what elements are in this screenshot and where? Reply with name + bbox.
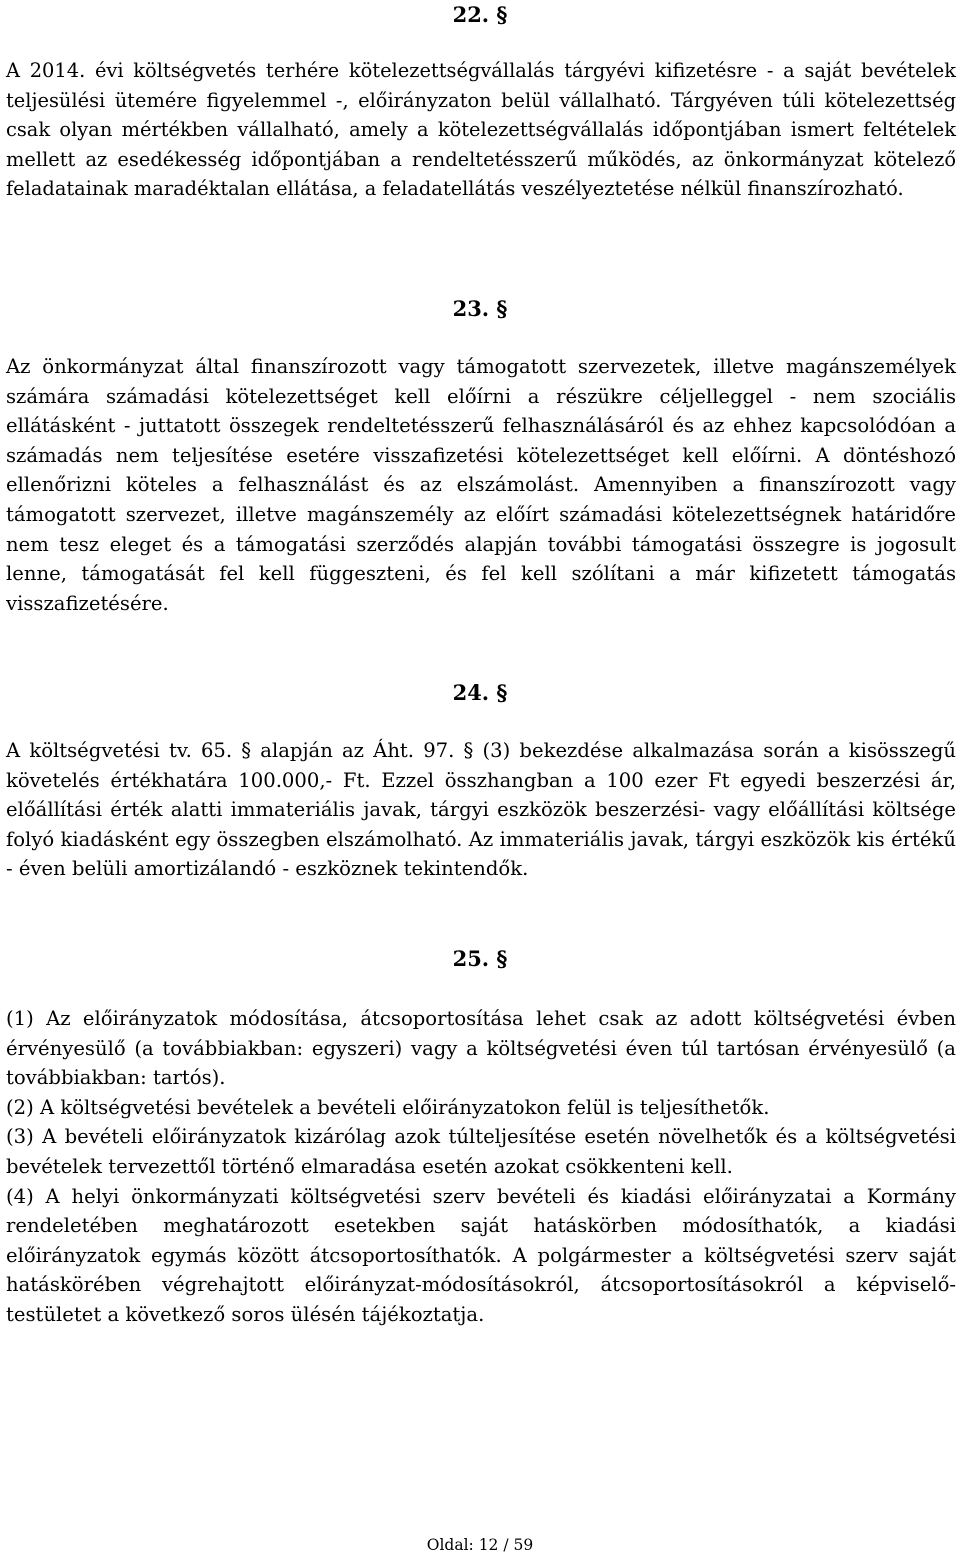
section-heading-23: 23. § [452, 296, 508, 321]
section-25-item-3: (3) A bevételi előirányzatok kizárólag azok túlteljesítése esetén növelhetők és a költségvetési bevételek tervezettől történő elmaradása esetén azokat csökkenteni kell. [6, 1125, 956, 1178]
section-25-item-4: (4) A helyi önkormányzati költségvetési szerv bevételi és kiadási előirányzatai a Kormány rendeletében meghatározott esetekben saját hatáskörben módosíthatók, a kiadási előirányzatok egymás között átcsoportosíthatók. A polgármester a költségvetési szerv saját hatáskörében végrehajtott előirányzat-módosításokról, átcsoportosításokról a képviselő-testületet a következő soros ülésén tájékoztatja. [6, 1184, 956, 1326]
section-24-paragraph: A költségvetési tv. 65. § alapján az Áht. 97. § (3) bekezdése alkalmazása során a kisösszegű követelés értékhatára 100.000,- Ft. Ezzel összhangban a 100 ezer Ft egyedi beszerzési ár, előállítási érték alatti immateriális javak, tárgyi eszközök beszerzési- vagy előállítási költsége folyó kiadásként egy összegben elszámolható. Az immateriális javak, tárgyi eszközök kis értékű - éven belüli amortizálandó - eszköznek tekintendők. [6, 739, 956, 881]
section-23-paragraph: Az önkormányzat által finanszírozott vagy támogatott szervezetek, illetve magánszemélyek számára számadási kötelezettséget kell előírni a részükre céljelleggel - nem szociális ellátásként - juttatott összegek rendeltetésszerű felhasználásáról és az ehhez kapcsolódóan a számadás nem teljesítése esetére visszafizetési kötelezettséget kell előírni. A döntéshozó ellenőrizni köteles a felhasználást és az elszámolást. Amennyiben a finanszírozott vagy támogatott szervezet, illetve magánszemély az előírt számadási kötelezettségnek határidőre nem tesz eleget és a támogatási szerződés alapján további támogatási összegre is jogosult lenne, támogatását fel kell függeszteni, és fel kell szólítani a már kifizetett támogatás visszafizetésére. [6, 355, 956, 615]
section-22-paragraph: A 2014. évi költségvetés terhére kötelezettségvállalás tárgyévi kifizetésre - a saját bevételek teljesülési ütemére figyelemmel -, előirányzaton belül vállalható. Tárgyéven túli kötelezettség csak olyan mértékben vállalható, amely a kötelezettségvállalás időpontjában ismert feltételek mellett az esedékesség időpontjában a rendeltetésszerű működés, az önkormányzat kötelező feladatainak maradéktalan ellátása, a feladatellátás veszélyeztetése nélkül finanszírozható. [6, 59, 956, 201]
section-heading-22: 22. § [452, 2, 508, 27]
section-heading-25: 25. § [452, 946, 508, 971]
section-25-item-2: (2) A költségvetési bevételek a bevételi előirányzatokon felül is teljesíthetők. [6, 1095, 770, 1119]
page-number-footer: Oldal: 12 / 59 [426, 1536, 534, 1554]
section-heading-24: 24. § [452, 680, 508, 705]
section-25-item-1: (1) Az előirányzatok módosítása, átcsoportosítása lehet csak az adott költségvetési évben érvényesülő (a továbbiakban: egyszeri) vagy a költségvetési éven túl tartósan érvényesülő (a továbbiakban: tartós). [6, 1007, 956, 1090]
section-25-body [6, 1004, 956, 1330]
